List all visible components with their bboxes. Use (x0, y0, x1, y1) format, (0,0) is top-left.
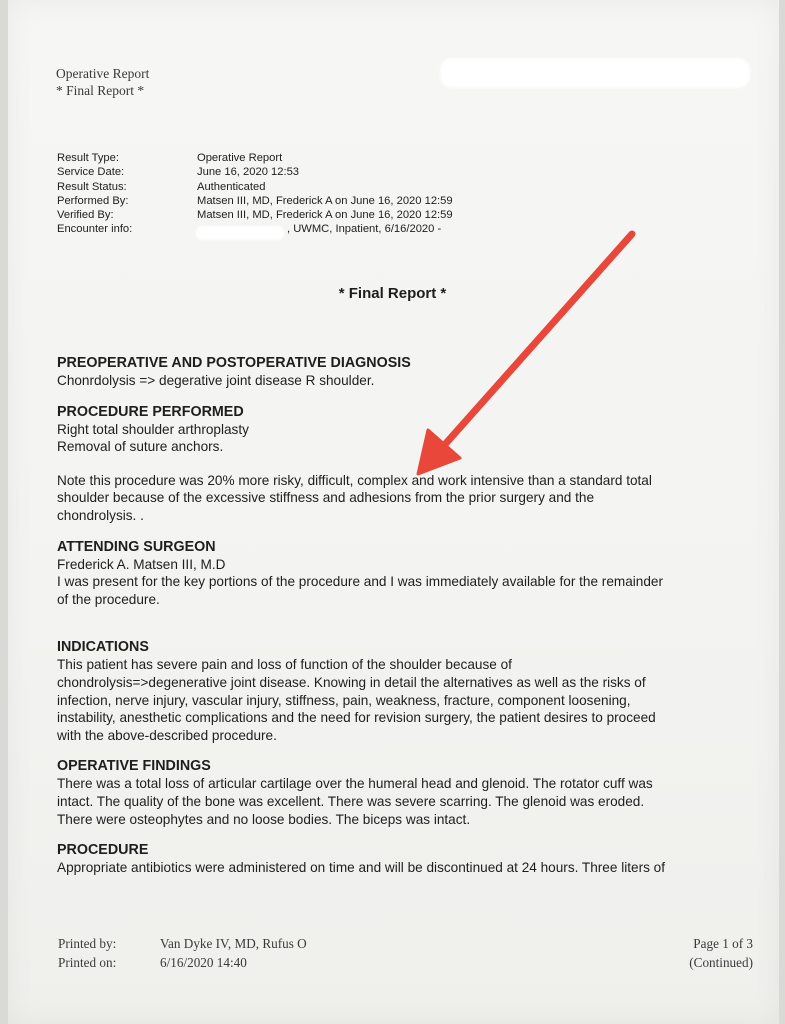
footer-label: Printed by: (58, 936, 117, 951)
footer-label: Printed on: (58, 955, 117, 970)
section-heading: PREOPERATIVE AND POSTOPERATIVE DIAGNOSIS (57, 355, 411, 371)
procedure-note-line: shoulder because of the excessive stiffness and adhesions from the prior surgery and the (57, 490, 595, 506)
section-line: I was present for the key portions of the procedure and I was immediately available for the remainder (57, 574, 663, 590)
page-number: Page 1 of 3 (693, 936, 753, 951)
section-line: infection, nerve injury, vascular injury, stiffness, pain, weakness, fracture, component loosening, (57, 692, 631, 708)
meta-value: June 16, 2020 12:53 (197, 166, 300, 179)
section-line: There was a total loss of articular cartilage over the humeral head and glenoid. The rotator cuff was (57, 776, 653, 792)
meta-label: Encounter info: (57, 223, 133, 236)
section-line: of the procedure. (57, 591, 160, 607)
section-line: Frederick A. Matsen III, M.D (57, 556, 226, 572)
meta-value: Operative Report (197, 152, 283, 164)
section-heading: ATTENDING SURGEON (57, 538, 216, 555)
header-status: * Final Report * (56, 83, 145, 98)
final-report-title: * Final Report * (338, 285, 447, 302)
section-heading: OPERATIVE FINDINGS (57, 758, 211, 775)
meta-label: Result Status: (57, 180, 127, 193)
meta-value: , UWMC, Inpatient, 6/16/2020 - (287, 223, 442, 236)
section-line: with the above-described procedure. (57, 727, 277, 743)
section-line: Appropriate antibiotics were administered on time and will be discontinued at 24 hours. Three liters of (57, 860, 666, 876)
footer-value: Van Dyke IV, MD, Rufus O (160, 936, 307, 951)
meta-value: Authenticated (197, 180, 266, 193)
meta-label: Service Date: (57, 166, 125, 179)
section-line: This patient has severe pain and loss of function of the shoulder because of (57, 657, 512, 673)
section-heading: PROCEDURE (57, 842, 149, 859)
meta-value: Matsen III, MD, Frederick A on June 16, 2020 12:59 (197, 194, 453, 207)
procedure-note-line: Note this procedure was 20% more risky, difficult, complex and work intensive than a standard total (57, 472, 652, 488)
meta-value: Matsen III, MD, Frederick A on June 16, 2020 12:59 (197, 209, 453, 222)
arrow-shaft (440, 234, 632, 450)
section-heading: PROCEDURE PERFORMED (57, 403, 244, 420)
section-line: intact. The quality of the bone was excellent. There was severe scarring. The glenoid was eroded. (57, 793, 645, 809)
section-line: Right total shoulder arthroplasty (57, 421, 249, 437)
footer-value: 6/16/2020 14:40 (160, 955, 247, 970)
section-heading: INDICATIONS (57, 639, 149, 656)
meta-label: Performed By: (57, 194, 129, 207)
section-line: Chonrdolysis => degerative joint disease R shoulder. (57, 373, 375, 388)
section-line: Removal of suture anchors. (57, 439, 224, 455)
continued-label: (Continued) (689, 955, 753, 970)
section-line: There were osteophytes and no loose bodies. The biceps was intact. (57, 811, 471, 827)
meta-label: Result Type: (57, 152, 119, 164)
doc-type: Operative Report (56, 66, 150, 81)
section-line: chondrolysis=>degenerative joint disease. Knowing in detail the alternatives as well as the risks of (57, 674, 646, 690)
procedure-note-line: chondrolysis. . (57, 507, 144, 523)
meta-label: Verified By: (57, 209, 114, 222)
section-line: instability, anesthetic complications and the need for revision surgery, the patient desires to proceed (57, 710, 656, 726)
